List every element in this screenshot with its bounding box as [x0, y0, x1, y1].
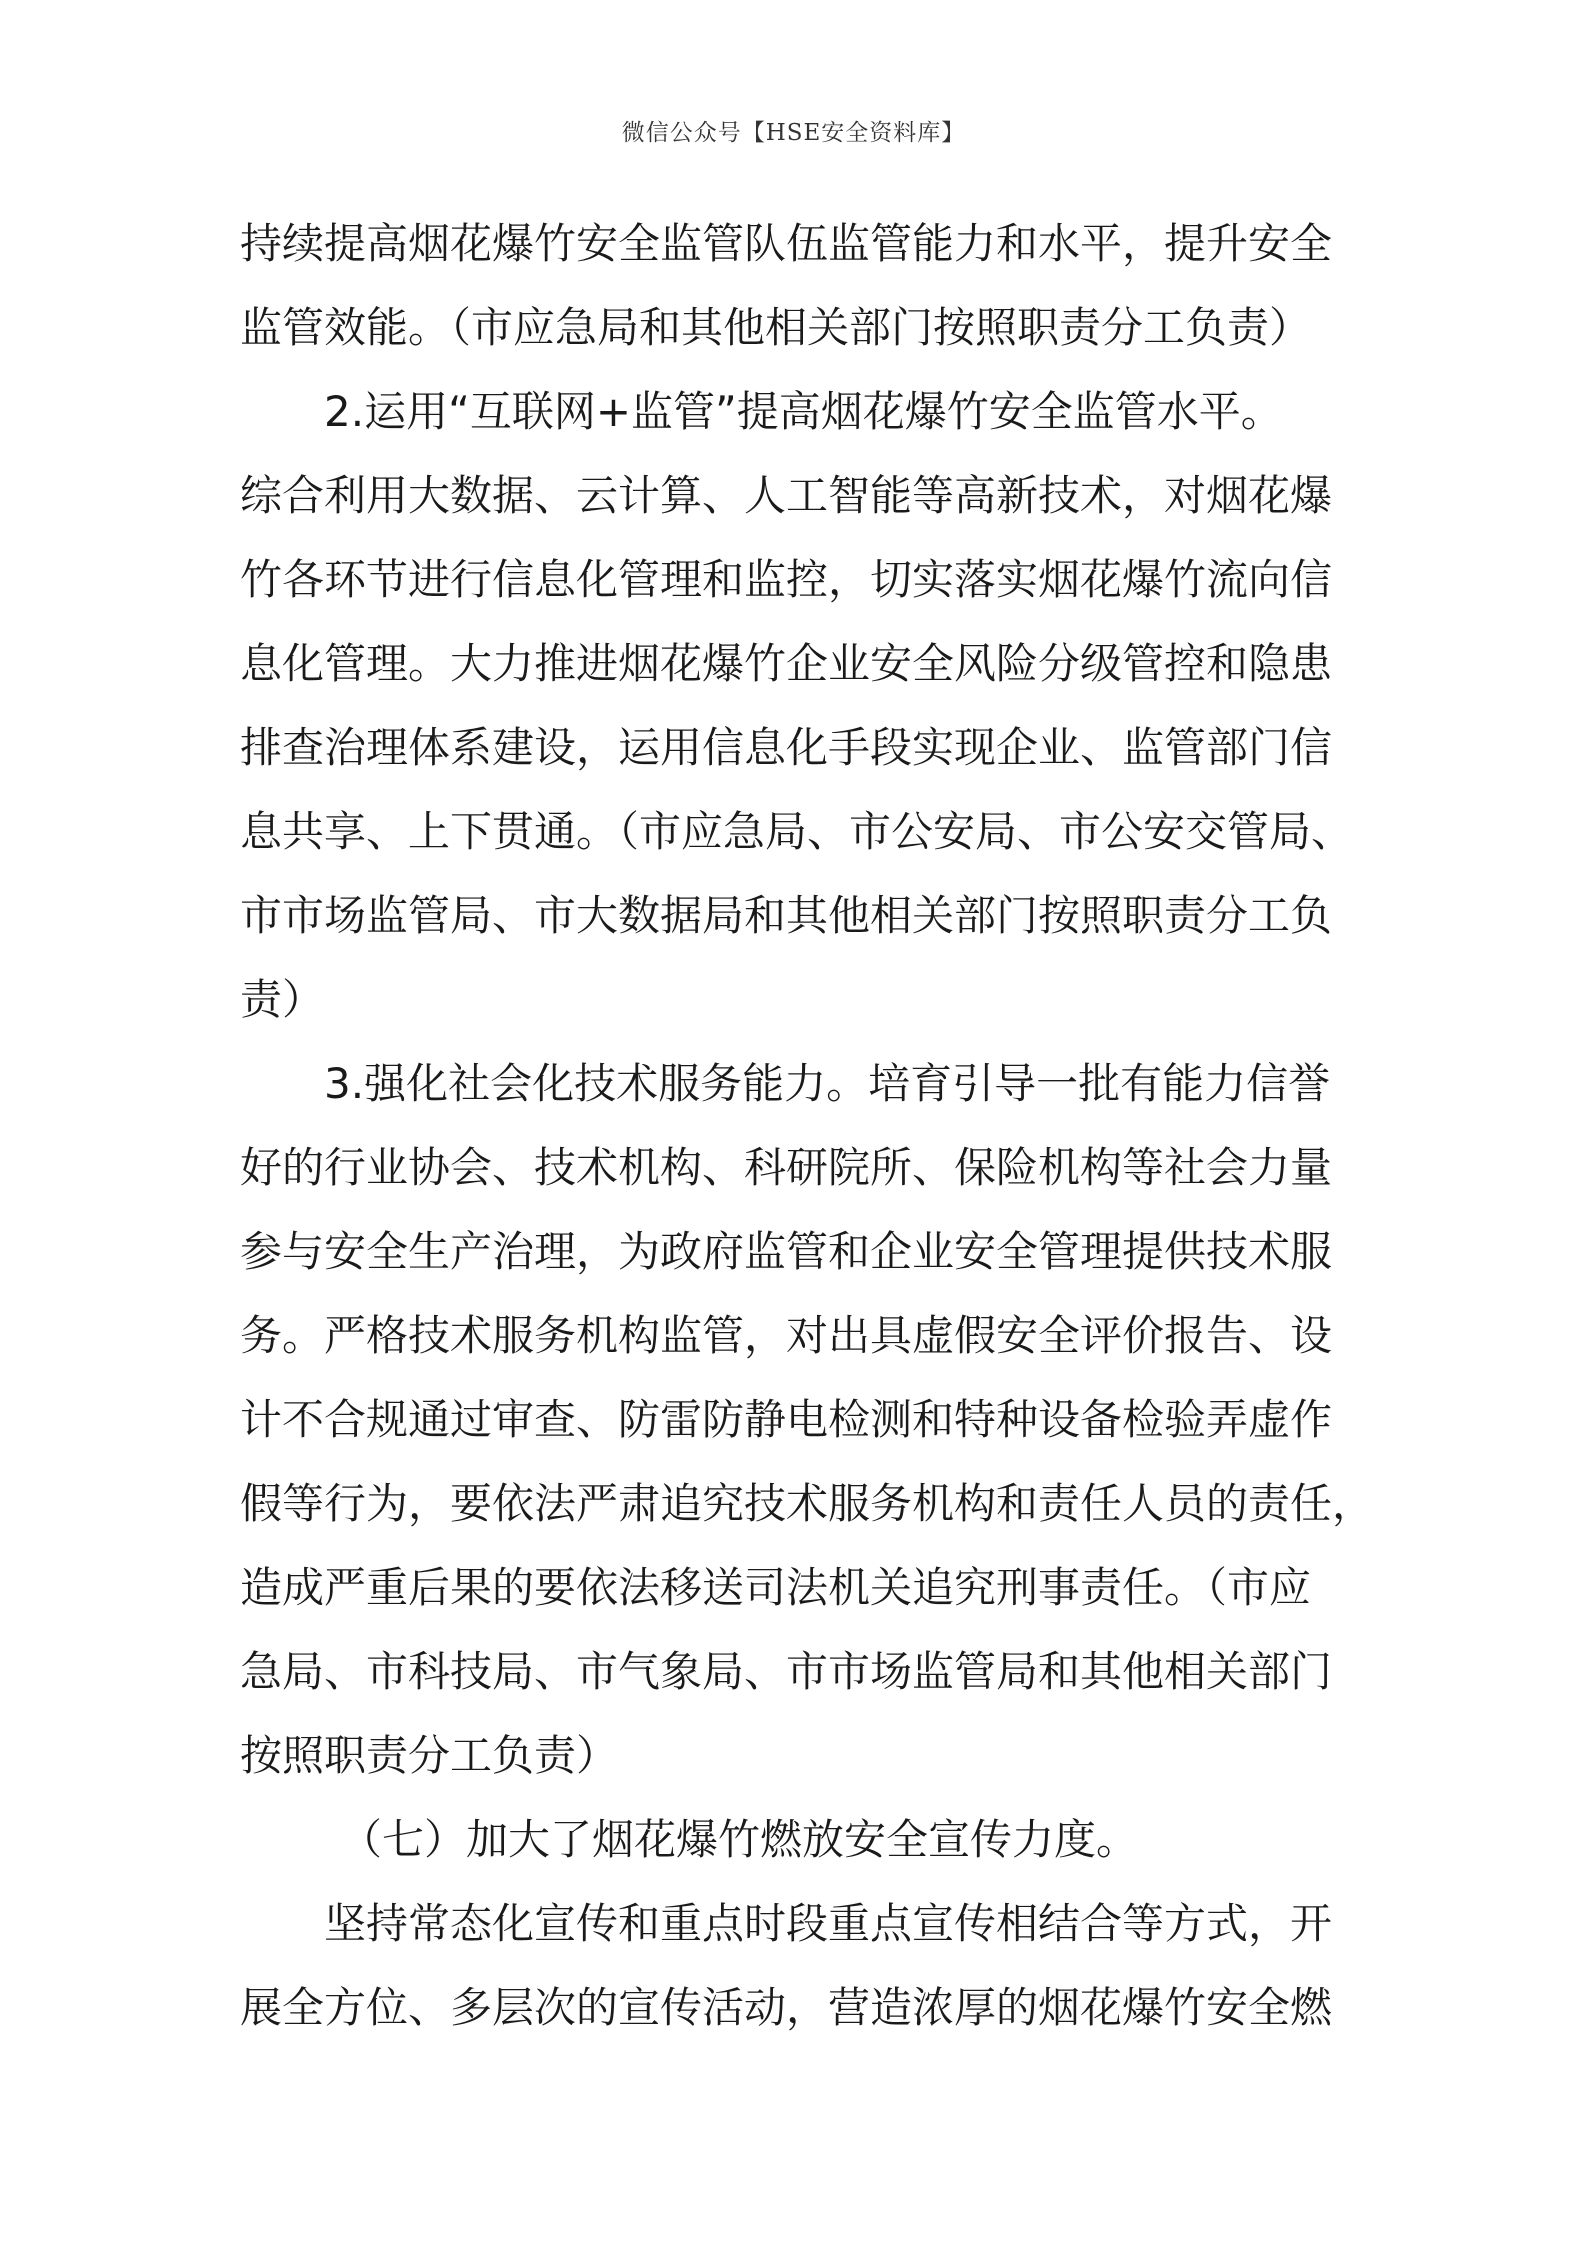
text-line: 排查治理体系建设，运用信息化手段实现企业、监管部门信: [240, 723, 1333, 772]
text-line: 假等行为，要依法严肃追究技术服务机构和责任人员的责任，: [240, 1479, 1375, 1528]
text-line: 坚持常态化宣传和重点时段重点宣传相结合等方式，开: [324, 1899, 1333, 1948]
text-line: 急局、市科技局、市气象局、市市场监管局和其他相关部门: [240, 1647, 1333, 1696]
text-line: 市市场监管局、市大数据局和其他相关部门按照职责分工负: [240, 891, 1333, 940]
text-line: 展全方位、多层次的宣传活动，营造浓厚的烟花爆竹安全燃: [240, 1983, 1333, 2032]
text-line: 务。严格技术服务机构监管，对出具虚假安全评价报告、设: [240, 1311, 1333, 1360]
document-body: [240, 202, 1375, 2050]
text-line: 竹各环节进行信息化管理和监控，切实落实烟花爆竹流向信: [240, 555, 1333, 604]
text-line: 持续提高烟花爆竹安全监管队伍监管能力和水平，提升安全: [240, 219, 1333, 268]
text-line: 责）: [240, 975, 325, 1024]
text-line: 按照职责分工负责）: [240, 1731, 619, 1780]
text-line: 3.强化社会化技术服务能力。培育引导一批有能力信誉: [324, 1059, 1331, 1108]
text-line: 2.运用“互联网+监管”提高烟花爆竹安全监管水平。: [324, 387, 1283, 436]
text-line: 息化管理。大力推进烟花爆竹企业安全风险分级管控和隐患: [240, 639, 1333, 688]
section-heading: （七）加大了烟花爆竹燃放安全宣传力度。: [340, 1815, 1139, 1864]
text-line: 监管效能。（市应急局和其他相关部门按照职责分工负责）: [240, 303, 1312, 352]
text-line: 综合利用大数据、云计算、人工智能等高新技术，对烟花爆: [240, 471, 1333, 520]
text-line: 计不合规通过审查、防雷防静电检测和特种设备检验弄虚作: [240, 1395, 1333, 1444]
page-header: 微信公众号【HSE安全资料库】: [621, 120, 966, 146]
text-line: 参与安全生产治理，为政府监管和企业安全管理提供技术服: [240, 1227, 1333, 1276]
text-line: 好的行业协会、技术机构、科研院所、保险机构等社会力量: [240, 1143, 1333, 1192]
text-line: 息共享、上下贯通。（市应急局、市公安局、市公安交管局、: [240, 807, 1354, 856]
text-line: 造成严重后果的要依法移送司法机关追究刑事责任。（市应: [240, 1563, 1312, 1612]
